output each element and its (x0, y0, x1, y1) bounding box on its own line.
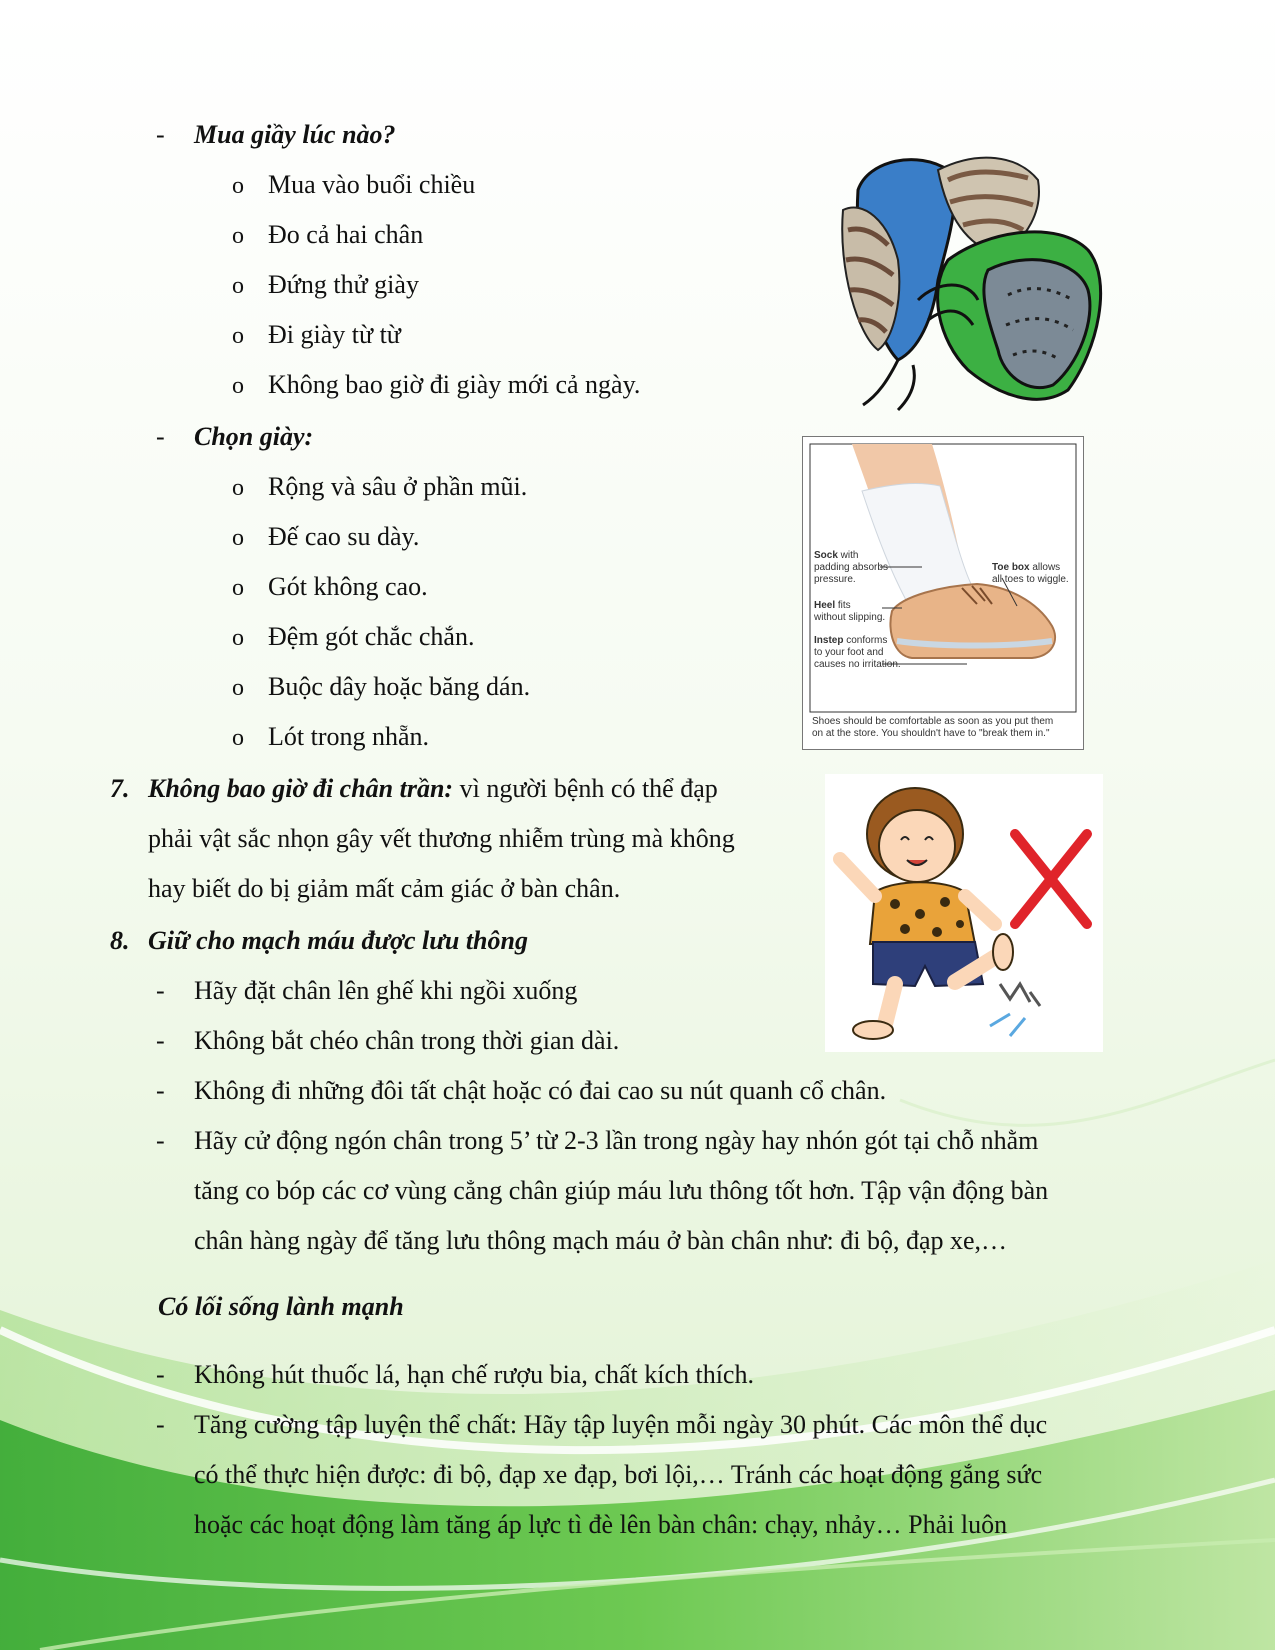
bullet-circle: o (232, 475, 244, 501)
diagram-label-toe: Toe box allows (992, 562, 1061, 573)
bullet-text: Tăng cường tập luyện thể chất: Hãy tập luyện mỗi ngày 30 phút. Các môn thể dục (194, 1410, 1048, 1439)
bullet-circle: o (232, 373, 244, 399)
item7-title: Không bao giờ đi chân trần: (148, 774, 454, 803)
bullet-text: Hãy đặt chân lên ghế khi ngồi xuống (194, 976, 578, 1005)
bullet-circle: o (232, 675, 244, 701)
bullet-dash: - (156, 1360, 165, 1389)
barefoot-warning-illustration (825, 774, 1103, 1052)
bullet-circle: o (232, 625, 244, 651)
item7-text: hay biết do bị giảm mất cảm giác ở bàn chân. (148, 874, 621, 903)
diagram-caption-2: on at the store. You shouldn't have to "break them in." (812, 728, 1050, 739)
bullet-dash: - (156, 1126, 165, 1155)
list-item: Đo cả hai chân (268, 220, 424, 249)
when-to-buy-heading: Mua giầy lúc nào? (194, 120, 396, 149)
healthy-heading: Có lối sống lành mạnh (158, 1292, 404, 1321)
diagram-label-heel: Heel fits (814, 600, 851, 611)
list-item: Buộc dây hoặc băng dán. (268, 672, 531, 701)
bullet-text: chân hàng ngày để tăng lưu thông mạch máu ở bàn chân như: đi bộ, đạp xe,… (194, 1226, 1008, 1255)
diagram-caption: Shoes should be comfortable as soon as you put them (812, 716, 1054, 727)
diagram-label-sock-3: pressure. (814, 574, 856, 585)
diagram-label-instep-2: to your foot and (814, 647, 884, 658)
item7-text: phải vật sắc nhọn gây vết thương nhiễm trùng mà không (148, 824, 735, 853)
bullet-dash: - (156, 120, 165, 149)
choose-shoes-heading: Chọn giày: (194, 422, 314, 451)
item7-first-line (148, 774, 718, 804)
bullet-dash: - (156, 1026, 165, 1055)
bullet-circle: o (232, 323, 244, 349)
list-item: Đi giày từ từ (268, 320, 401, 349)
list-item: Rộng và sâu ở phần mũi. (268, 472, 528, 501)
bullet-dash: - (156, 1410, 165, 1439)
item7-text: vì người bệnh có thể đạp (453, 774, 718, 803)
list-item: Lót trong nhẵn. (268, 722, 430, 751)
diagram-label-instep-3: causes no irritation. (814, 659, 901, 670)
bullet-text: Hãy cử động ngón chân trong 5’ từ 2-3 lần trong ngày hay nhón gót tại chỗ nhằm (194, 1126, 1039, 1155)
list-item: Đệm gót chắc chắn. (268, 622, 475, 651)
bullet-dash: - (156, 1076, 165, 1105)
item8-title: Giữ cho mạch máu được lưu thông (148, 926, 528, 955)
bullet-text: Không bắt chéo chân trong thời gian dài. (194, 1026, 620, 1055)
list-item: Mua vào buổi chiều (268, 170, 476, 199)
bullet-circle: o (232, 525, 244, 551)
diagram-label-toe-2: all toes to wiggle. (992, 574, 1069, 585)
bullet-dash: - (156, 976, 165, 1005)
bullet-circle: o (232, 575, 244, 601)
diagram-label-instep: Instep conforms (814, 635, 888, 646)
bullet-circle: o (232, 725, 244, 751)
bullet-text: có thể thực hiện được: đi bộ, đạp xe đạp, bơi lội,… Tránh các hoạt động gắng sức (194, 1460, 1043, 1489)
diagram-label-sock: Sock with (814, 550, 859, 561)
bullet-circle: o (232, 273, 244, 299)
bullet-circle: o (232, 173, 244, 199)
bullet-text: hoặc các hoạt động làm tăng áp lực tì đè lên bàn chân: chạy, nhảy… Phải luôn (194, 1510, 1008, 1539)
item-number: 8. (110, 926, 130, 955)
list-item: Gót không cao. (268, 572, 428, 601)
diagram-label-heel-2: without slipping. (814, 612, 886, 623)
bullet-circle: o (232, 223, 244, 249)
shoe-clipart (838, 150, 1118, 412)
diagram-label-sock-2: padding absorbs (814, 562, 888, 573)
list-item: Đứng thử giày (268, 270, 419, 299)
bullet-dash: - (156, 422, 165, 451)
bullet-text: Không hút thuốc lá, hạn chế rượu bia, chất kích thích. (194, 1360, 754, 1389)
bullet-text: Không đi những đôi tất chật hoặc có đai cao su nút quanh cổ chân. (194, 1076, 887, 1105)
list-item: Không bao giờ đi giày mới cả ngày. (268, 370, 641, 399)
list-item: Đế cao su dày. (268, 522, 420, 551)
bullet-text: tăng co bóp các cơ vùng cẳng chân giúp máu lưu thông tốt hơn. Tập vận động bàn (194, 1176, 1049, 1205)
sock-shoe-diagram (802, 436, 1084, 750)
item-number: 7. (110, 774, 130, 803)
